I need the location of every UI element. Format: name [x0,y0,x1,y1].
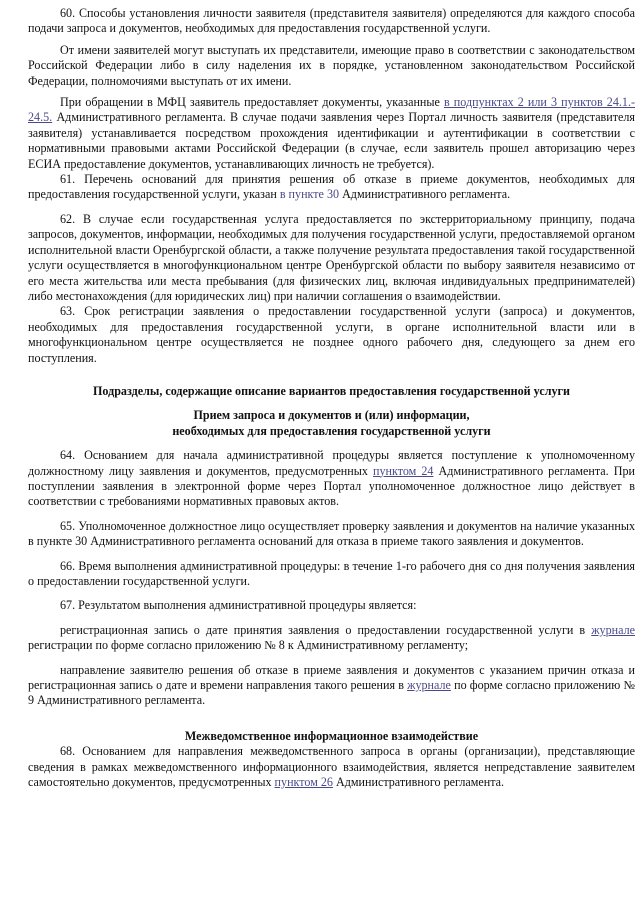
paragraph-60-mfc-text-a: При обращении в МФЦ заявитель предоставляет документы, указанные [60,95,444,110]
paragraph-62-text: 62. В случае если государственная услуга предоставляется по экстерриториальному принципу, подача запросов, документов, информации, необходимых для получения государственной услуги, предоставляемой органом исполнительной власти Оренбургской области, а также получение результата предоставления такой государственной услуги осуществляется в многофункциональном центре Оренбургской области по выбору заявителя независимо от его места жительства или места пребывания (для физических лиц, включая индивидуальных предпринимателей) либо местонахождения (для юридических лиц) при наличии соглашения о взаимодействии. [28,211,635,303]
paragraph-60-mfc-text-b: Административного регламента. В случае подачи заявления через Портал личность заявителя (представителя заявителя) устанавливается посредством прохождения идентификации и аутентификации в соответствии с нормативными правовыми актами Российской Федерации (в случае, если заявитель прошел авторизацию через ЕСИА предоставление документов, устанавливающих личность не требуется). [28,110,635,171]
paragraph-67-refusal-text-b: по форме согласно приложению № 9 Административного регламента. [28,678,635,708]
paragraph-60-text: 60. Способы установления личности заявителя (представителя заявителя) определяются для каждого способа подачи запроса и документов, необходимых для предоставления государственной услуги. [28,6,635,36]
link-point-26[interactable]: пунктом 26 [274,775,333,790]
paragraph-60-representatives [28,43,635,89]
paragraph-60-representatives-text: От имени заявителей могут выступать их представители, имеющие право в соответствии с законодательством Российской Федерации либо в силу наделения их в порядке, установленном законодательством Российской Федерации, полномочиями выступать от их имени. [28,42,635,88]
paragraph-60-mfc [28,95,635,172]
heading-interagency: Межведомственное информационное взаимодействие [184,728,479,743]
paragraph-67 [28,598,635,613]
heading-reception-line2: необходимых для предоставления государственной услуги [172,423,491,438]
paragraph-65 [28,519,635,550]
link-point-24[interactable]: пунктом 24 [373,463,434,478]
paragraph-64 [28,448,635,510]
paragraph-68-text-a: 68. Основанием для направления межведомственного запроса в органы (организации), представляющие сведения в рамках межведомственного информационного взаимодействия, является непредставление заявителем самостоятельно документов, предусмотренных [28,744,635,790]
paragraph-67-text: 67. Результатом выполнения административной процедуры является: [60,598,417,613]
paragraph-67-registration-text-a: регистрационная запись о дате принятия заявления о предоставлении государственной услуги в [60,622,592,637]
heading-subsections: Подразделы, содержащие описание вариантов предоставления государственной услуги [92,383,571,398]
link-journal-refusal[interactable]: журнале [407,678,451,693]
link-subpoints-24[interactable]: в подпунктах 2 или 3 пунктов 24.1.- 24.5. [28,95,635,125]
paragraph-61-text-b: Административного регламента. [339,187,511,202]
paragraph-67-refusal-text-a: направление заявителю решения об отказе в приеме заявления и документов с указанием причин отказа и регистрационная запись о дате и времени направления такого решения в [28,662,635,693]
heading-reception-line1: Прием запроса и документов и (или) информации, [193,408,470,423]
link-point-30[interactable]: в пункте 30 [279,187,340,202]
paragraph-66 [28,559,635,590]
paragraph-61-text-a: 61. Перечень оснований для принятия решения об отказе в приеме документов, необходимых для предоставления государственной услуги, указан [28,172,635,202]
paragraph-63-text: 63. Срок регистрации заявления о предоставлении государственной услуги (запроса) и документов, необходимых для предоставления государственной услуги, в органе исполнительной власти или в многофункциональном центре осуществляется не позднее одного рабочего дня, следующего за днем его поступления. [28,304,635,365]
link-journal-registration[interactable]: журнале [591,622,635,637]
paragraph-60 [28,6,635,37]
paragraph-67-registration [28,623,635,654]
paragraph-65-text: 65. Уполномоченное должностное лицо осуществляет проверку заявления и документов на наличие указанных в пункте 30 Административного регламента оснований для отказа в приеме такого заявления и документов. [28,518,635,549]
paragraph-63 [28,304,635,366]
paragraph-61 [28,172,635,203]
paragraph-67-registration-text-b: регистрации по форме согласно приложению № 8 к Административному регламенту; [28,638,469,653]
paragraph-64-text-a: 64. Основанием для начала административной процедуры является поступление к уполномоченному должностному лицу заявления и документов, предусмотренных [28,448,635,478]
paragraph-62 [28,212,635,304]
paragraph-67-refusal [28,663,635,709]
paragraph-68-text-b: Административного регламента. [332,775,505,790]
paragraph-64-text-b: Административного регламента. При поступлении заявления в электронной форме через Портал уполномоченное должностное лицо действует в соответствии с требованиями нормативных правовых актов. [28,463,635,509]
paragraph-66-text: 66. Время выполнения административной процедуры: в течение 1-го рабочего дня со дня получения заявления о предоставлении государственной услуги. [28,558,635,588]
paragraph-68 [28,744,635,790]
